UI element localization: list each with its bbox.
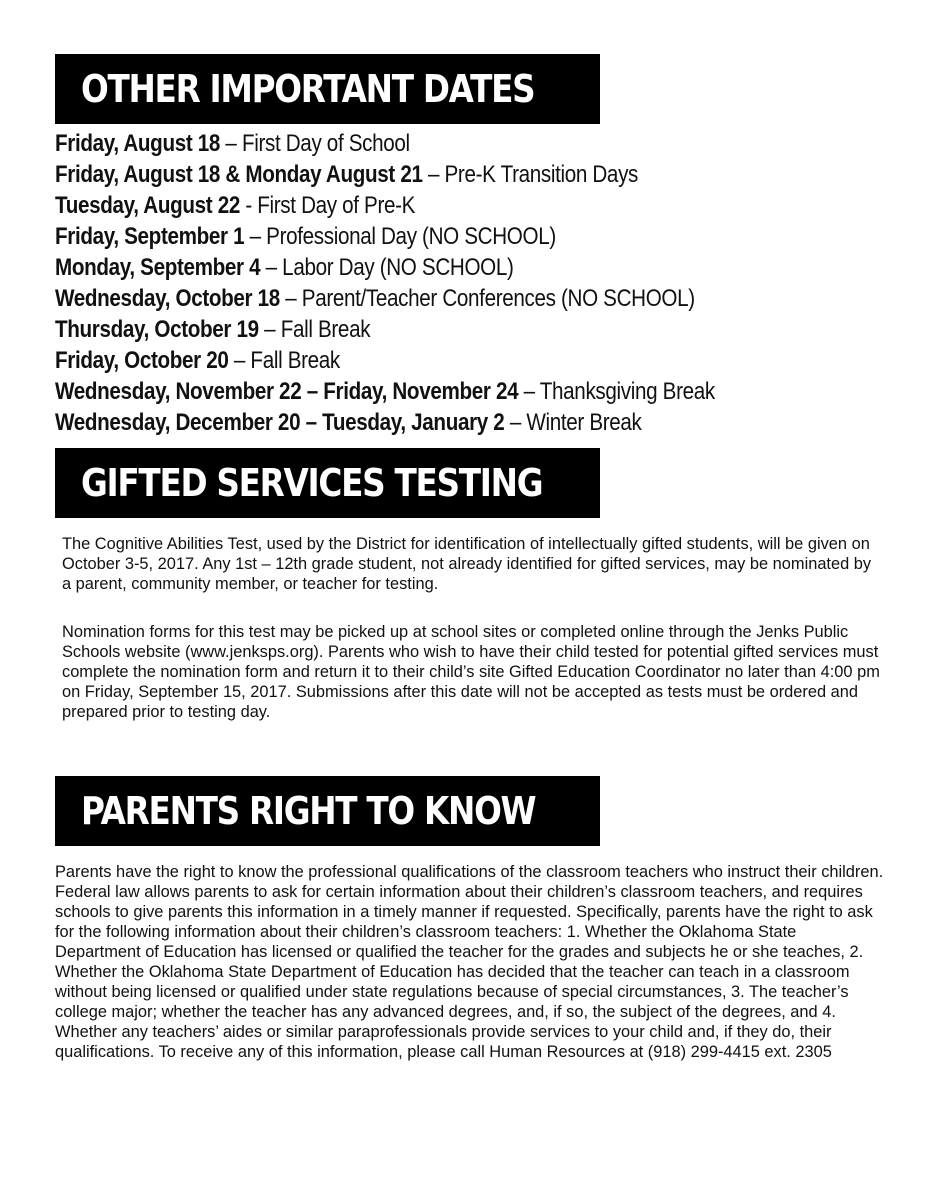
parents-right-banner	[55, 776, 600, 846]
important-dates-list	[55, 128, 915, 438]
date-label: Friday, September 1	[55, 223, 245, 250]
important-dates-heading: OTHER IMPORTANT DATES	[81, 67, 535, 111]
date-description: – Thanksgiving Break	[518, 378, 715, 405]
date-label: Friday, August 18 & Monday August 21	[55, 161, 423, 188]
date-description: – Labor Day (NO SCHOOL)	[260, 254, 514, 281]
date-item	[55, 376, 795, 407]
gifted-testing-banner	[55, 448, 600, 518]
date-description: – Parent/Teacher Conferences (NO SCHOOL)	[279, 285, 695, 312]
parents-right-heading: PARENTS RIGHT TO KNOW	[81, 789, 536, 833]
date-item	[55, 221, 795, 252]
date-label: Wednesday, November 22 – Friday, November 24	[55, 378, 519, 405]
date-label: Friday, October 20	[55, 347, 229, 374]
date-label: Wednesday, October 18	[55, 285, 280, 312]
date-item	[55, 252, 795, 283]
date-item	[55, 159, 795, 190]
gifted-testing-heading: GIFTED SERVICES TESTING	[81, 461, 543, 505]
gifted-testing-paragraph: The Cognitive Abilities Test, used by the District for identification of intellectually gifted students, will be given on October 3-5, 2017. Any 1st – 12th grade student, not already identified for gifted services, may be nominated by a parent, community member, or teacher for testing.	[62, 535, 872, 593]
date-description: – Fall Break	[258, 316, 371, 343]
date-label: Friday, August 18	[55, 130, 221, 157]
parents-right-paragraph: Parents have the right to know the professional qualifications of the classroom teachers who instruct their children. Federal law allows parents to ask for certain information about their children’s classroom teachers, and requires schools to give parents this information in a timely manner if requested. Specifically, parents have the right to ask for the following information about their children’s classroom teachers: 1. Whether the Oklahoma State Department of Education has licensed or qualified the teacher for the grades and subjects he or she teaches, 2. Whether the Oklahoma State Department of Education has decided that the teacher can teach in a classroom without being licensed or qualified under state regulations because of special circumstances, 3. The teacher’s college major; whether the teacher has any advanced degrees, and, if so, the subject of the degrees, and 4. Whether any teachers’ aides or similar paraprofessionals provide services to your child and, if they do, their qualifications. To receive any of this information, please call Human Resources at (918) 299-4415 ext. 2305	[55, 863, 884, 1061]
date-label: Tuesday, August 22	[55, 192, 240, 219]
date-description: – Winter Break	[504, 409, 642, 436]
date-item	[55, 407, 795, 438]
date-item	[55, 283, 795, 314]
date-item	[55, 190, 795, 221]
date-label: Wednesday, December 20 – Tuesday, January 2	[55, 409, 505, 436]
date-item	[55, 128, 795, 159]
date-label: Monday, September 4	[55, 254, 261, 281]
date-label: Thursday, October 19	[55, 316, 259, 343]
important-dates-banner	[55, 54, 600, 124]
date-item	[55, 345, 795, 376]
date-description: - First Day of Pre-K	[239, 192, 416, 219]
date-description: – Fall Break	[228, 347, 340, 374]
date-description: – First Day of School	[220, 130, 410, 157]
date-description: – Professional Day (NO SCHOOL)	[244, 223, 556, 250]
nomination-paragraph: Nomination forms for this test may be picked up at school sites or completed online through the Jenks Public Schools website (www.jenksps.org). Parents who wish to have their child tested for potential gifted services must complete the nomination form and return it to their child’s site Gifted Education Coordinator no later than 4:00 pm on Friday, September 15, 2017. Submissions after this date will not be accepted as tests must be ordered and prepared prior to testing day.	[62, 623, 880, 721]
date-description: – Pre-K Transition Days	[422, 161, 639, 188]
date-item	[55, 314, 795, 345]
